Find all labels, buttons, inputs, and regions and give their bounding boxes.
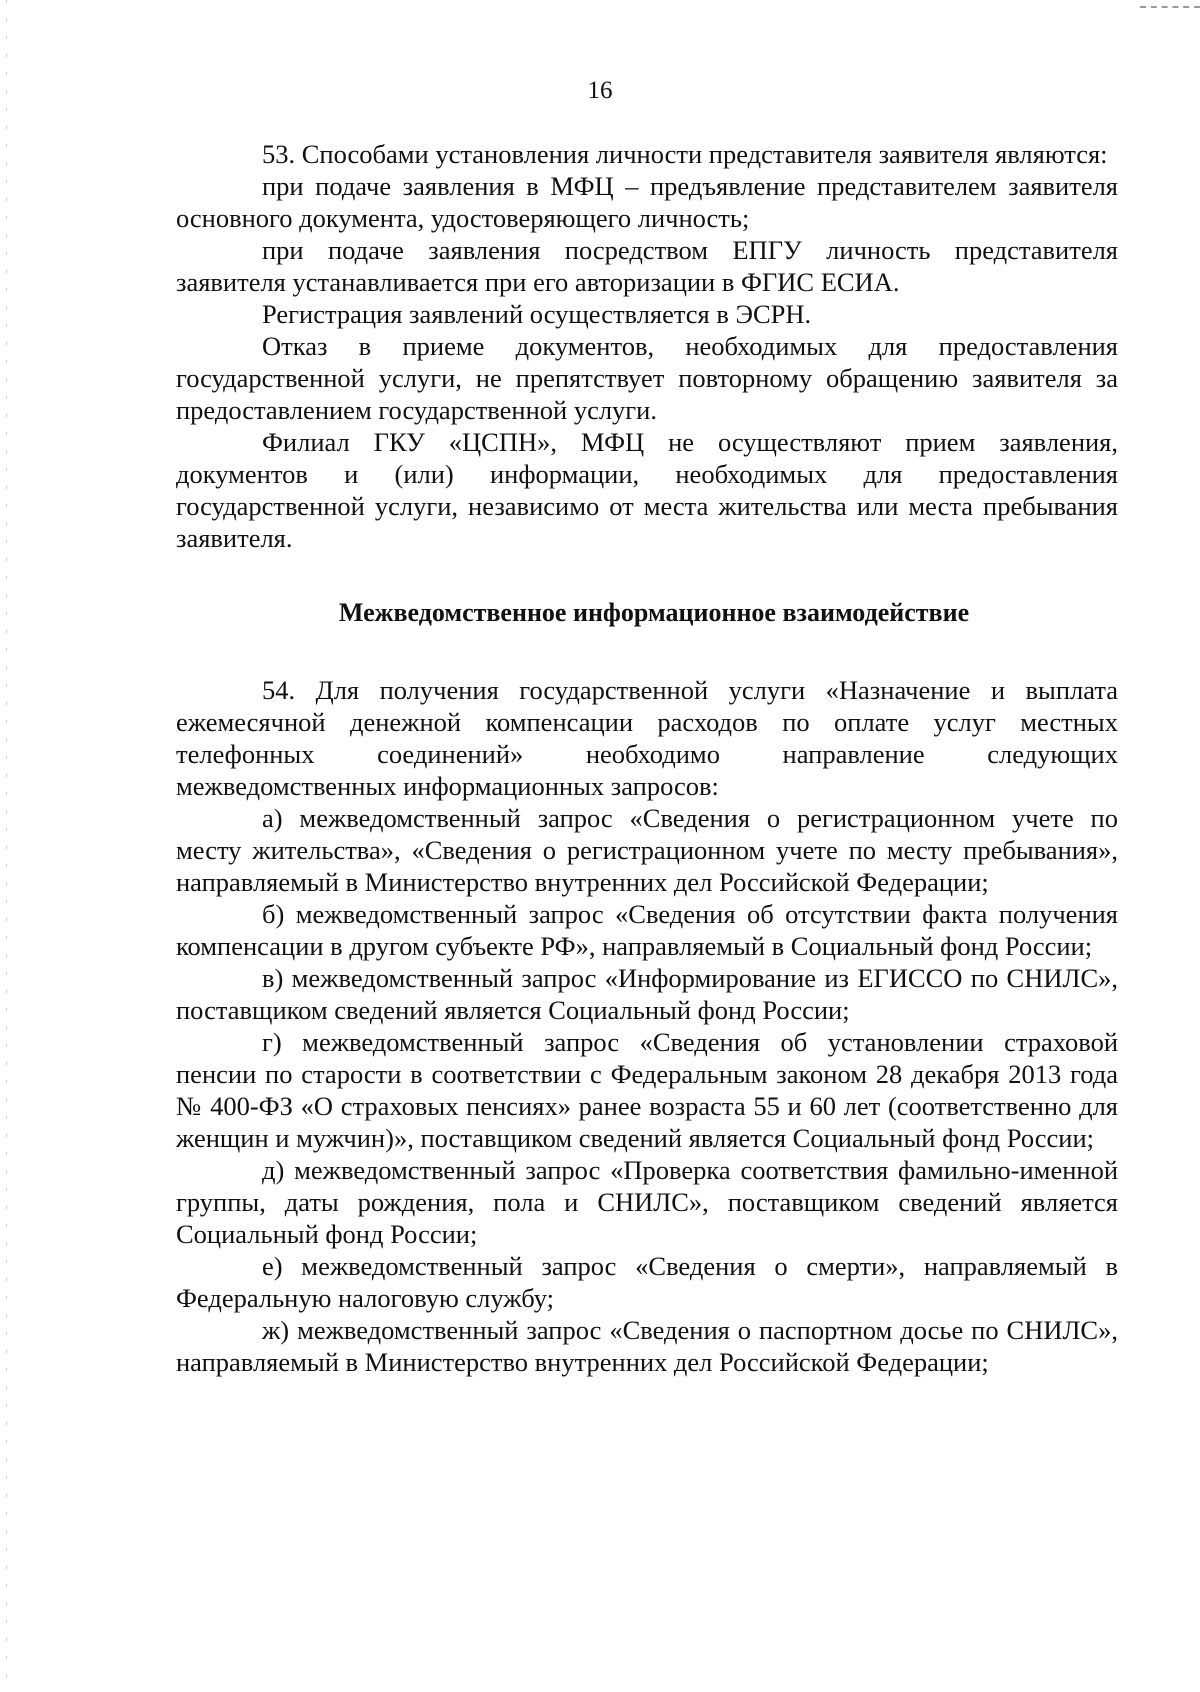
section-heading: Межведомственное информационное взаимодействие [338,598,970,627]
list-item-d: д) межведомственный запрос «Проверка соответствия фамильно-именной группы, даты рождения, пола и СНИЛС», поставщиком сведений является Социальный фонд России; [176,1155,1118,1249]
paragraph-branch: Филиал ГКУ «ЦСПН», МФЦ не осуществляют прием заявления, документов и (или) информации, необходимых для предоставления государственной услуги, независимо от места жительства или места пребывания заявителя. [176,427,1118,553]
paragraph-53: 53. Способами установления личности представителя заявителя являются: [262,139,1108,169]
paragraph-epgu-identification: при подаче заявления посредством ЕПГУ личность представителя заявителя устанавливается при его авторизации в ФГИС ЕСИА. [176,235,1118,297]
list-item-a: а) межведомственный запрос «Сведения о регистрационном учете по месту жительства», «Сведения о регистрационном учете по месту пребывания», направляемый в Министерство внутренних дел Российской Федерации; [176,803,1118,897]
list-item-g: г) межведомственный запрос «Сведения об установлении страховой пенсии по старости в соответствии с Федеральным законом 28 декабря 2013 года № 400-ФЗ «О страховых пенсиях» ранее возраста 55 и 60 лет (соответственно для женщин и мужчин)», поставщиком сведений является Социальный фонд России; [176,1027,1118,1153]
paragraph-mfc-identification: при подаче заявления в МФЦ – предъявление представителем заявителя основного документа, удостоверяющего личность; [176,171,1118,233]
list-item-b: б) межведомственный запрос «Сведения об отсутствии факта получения компенсации в другом субъекте РФ», направляемый в Социальный фонд России; [176,899,1118,961]
paragraph-registration: Регистрация заявлений осуществляется в ЭСРН. [262,299,812,329]
scan-artifact-mark [1140,6,1200,11]
scan-edge-artifact [6,0,7,1692]
document-body [176,138,1118,1378]
list-item-zh: ж) межведомственный запрос «Сведения о паспортном досье по СНИЛС», направляемый в Министерство внутренних дел Российской Федерации; [176,1315,1118,1377]
page-number: 16 [587,77,613,104]
paragraph-refusal: Отказ в приеме документов, необходимых для предоставления государственной услуги, не препятствует повторному обращению заявителя за предоставлением государственной услуги. [176,331,1118,425]
paragraph-54: 54. Для получения государственной услуги «Назначение и выплата ежемесячной денежной компенсации расходов по оплате услуг местных телефонных соединений» необходимо направление следующих межведомственных информационных запросов: [176,675,1118,801]
list-item-e: е) межведомственный запрос «Сведения о смерти», направляемый в Федеральную налоговую службу; [176,1251,1118,1313]
list-item-v: в) межведомственный запрос «Информирование из ЕГИССО по СНИЛС», поставщиком сведений является Социальный фонд России; [176,963,1118,1025]
